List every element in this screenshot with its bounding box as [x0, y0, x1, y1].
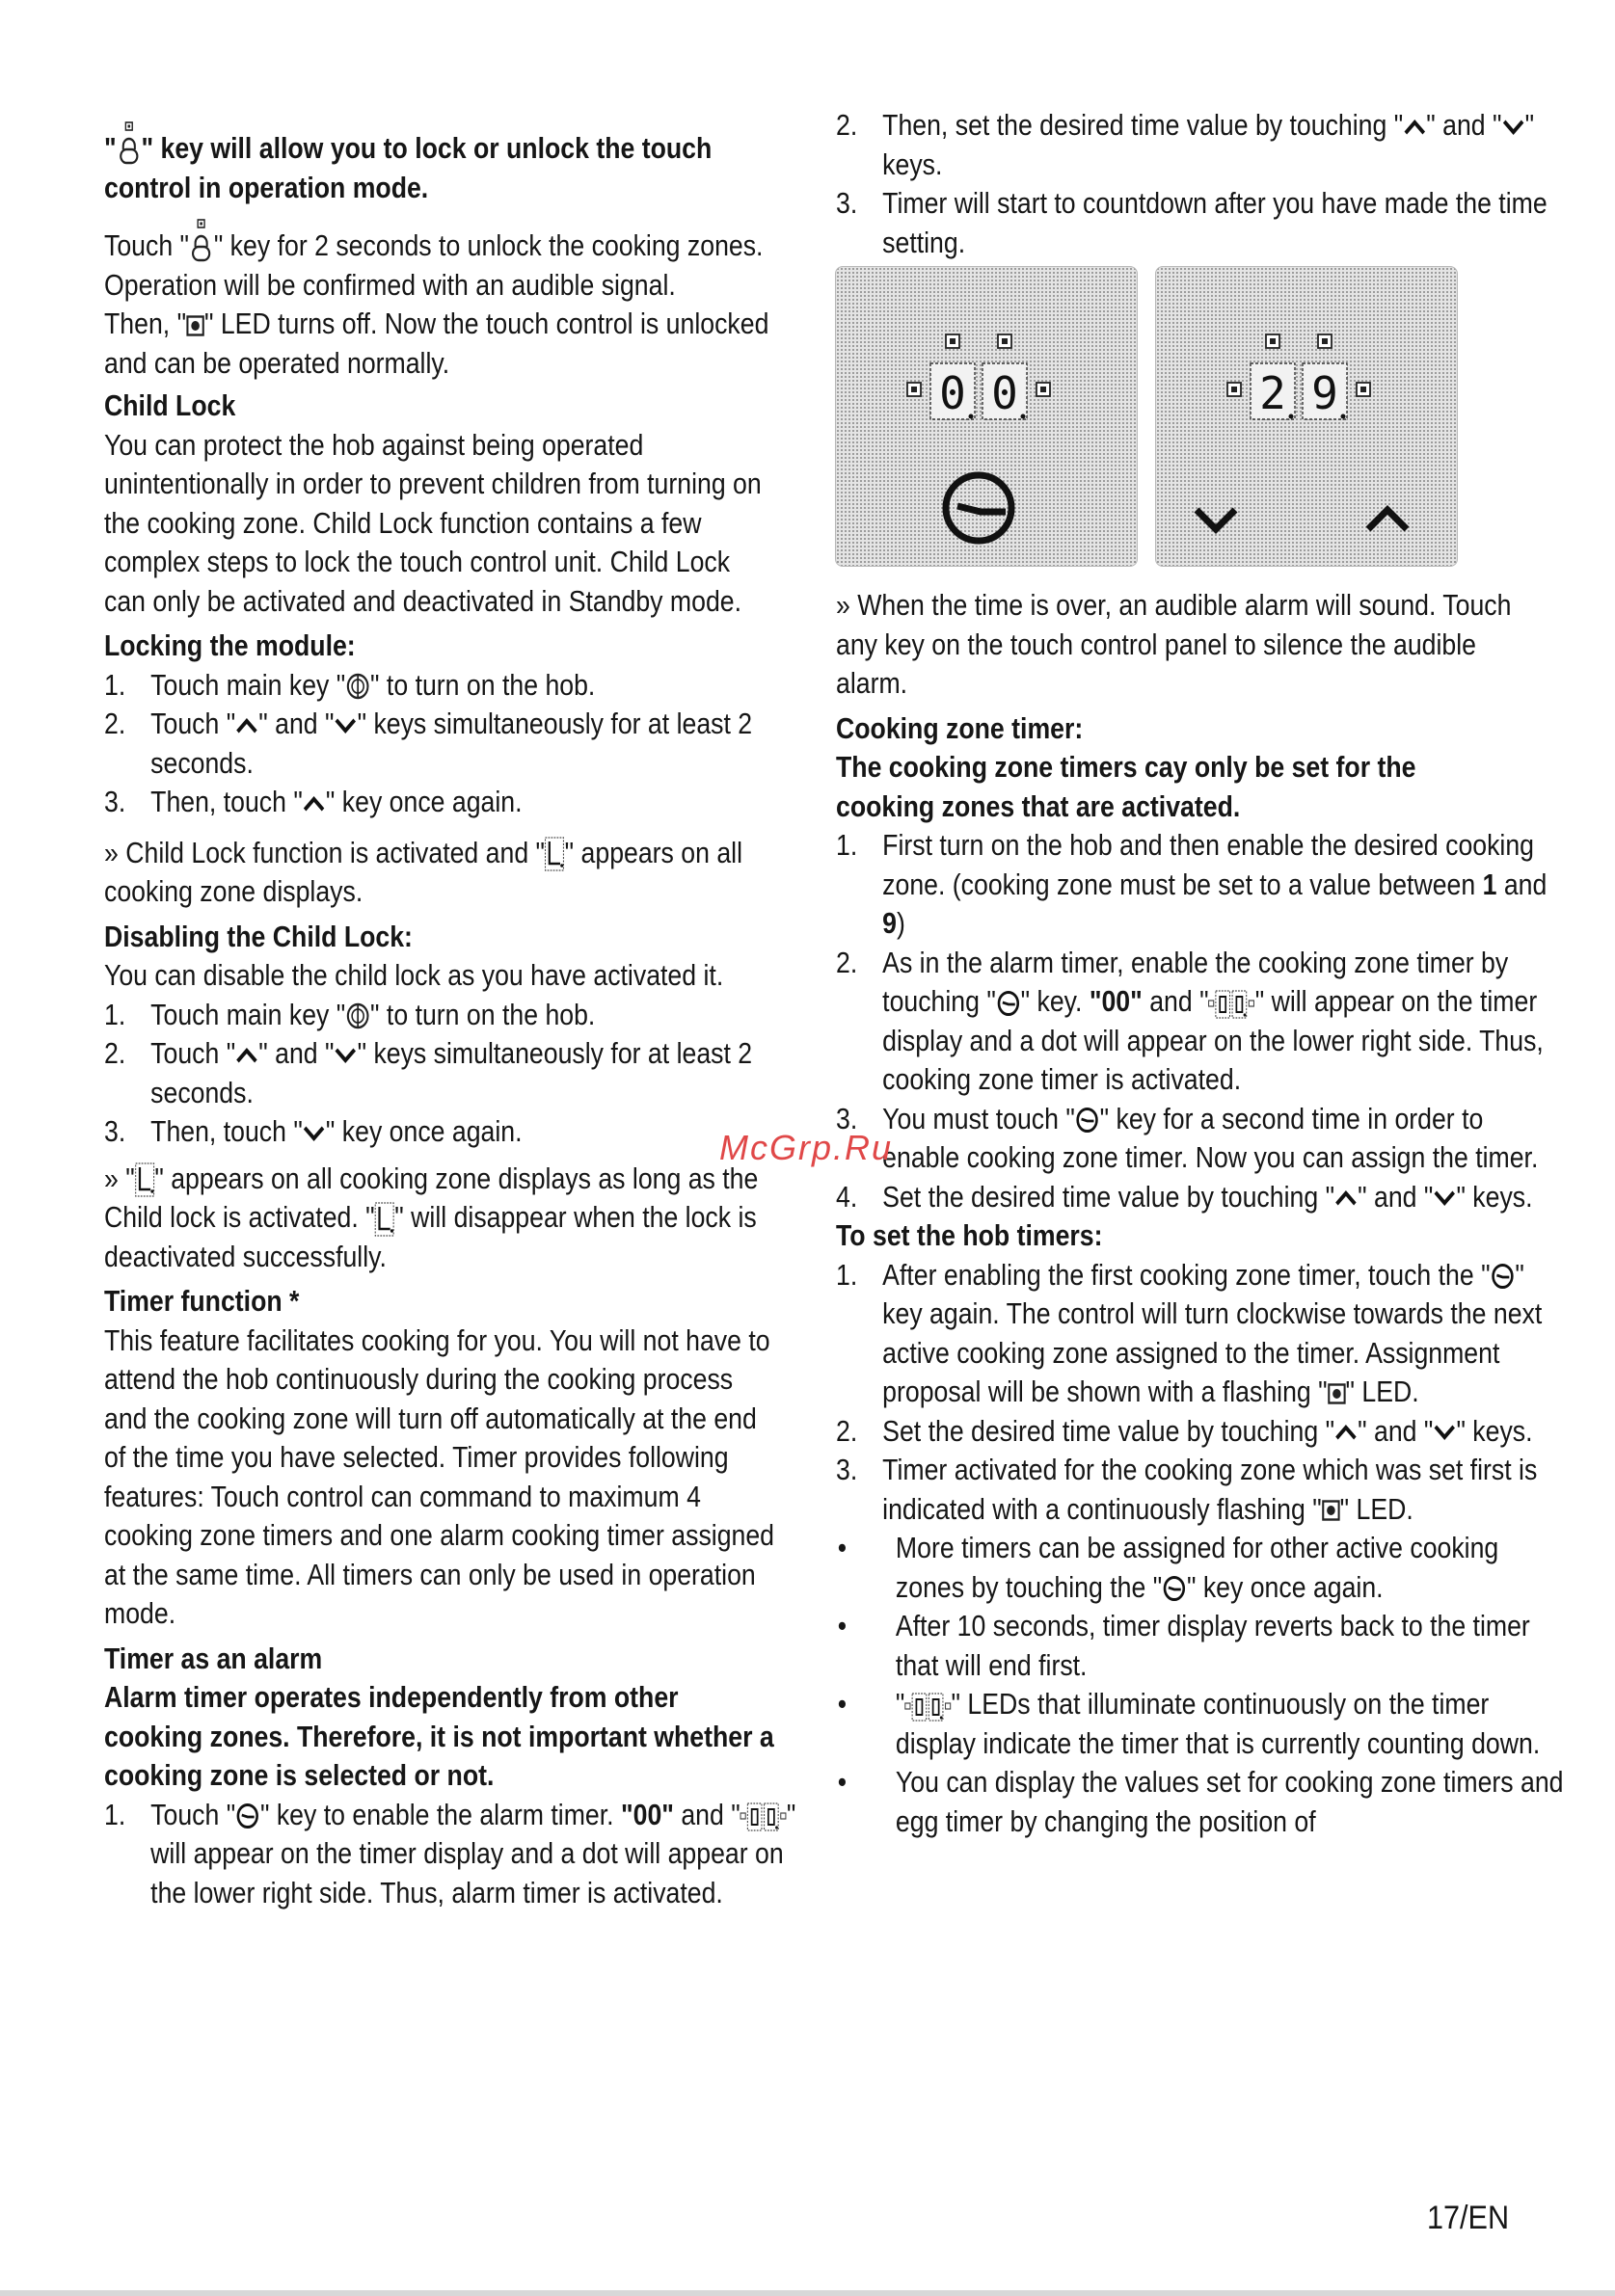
list-item: 3. Timer activated for the cooking zone which was set first is indicated with a continuously flashing " " LED. — [836, 1453, 1538, 1526]
list-item: 1. First turn on the hob and then enable the desired cooking zone. (cooking zone must be set to a value between 1 and 9) — [836, 828, 1548, 940]
list-item: 1. Touch " " key to enable the alarm timer. "00" and " " will appear on the timer display and a dot will appear on the lower right side. Thus, alarm timer is activated. — [104, 1797, 796, 1909]
key-lock-icon — [117, 136, 142, 165]
list-item: 1. Touch main key " " to turn on the hob. — [104, 997, 596, 1031]
zone-timer-subheading: The cooking zone timers cay only be set for the cooking zones that are activated. — [836, 750, 1416, 823]
child-lock-display-icon — [545, 837, 565, 871]
chevron-up-icon — [1334, 1423, 1358, 1442]
timer-key-icon — [235, 1802, 260, 1830]
child-lock-heading: Child Lock — [104, 388, 236, 422]
timer-digit: 0 — [939, 367, 966, 419]
bullet-list — [836, 1529, 1564, 1841]
chevron-up-icon — [1368, 510, 1407, 529]
key-lock-icon — [189, 233, 214, 262]
chevron-down-icon — [303, 1124, 326, 1143]
led-indicator — [946, 334, 959, 348]
timer-display-icon — [1209, 987, 1255, 1020]
chevron-down-icon — [1433, 1423, 1456, 1442]
child-lock-display-icon — [375, 1202, 395, 1237]
disabling-steps — [104, 996, 779, 1152]
list-item: 2. Touch " " and " " keys simultaneously for at least 2 seconds. — [104, 707, 753, 780]
timer-panel-start-drawing — [836, 267, 1137, 566]
alarm-heading: Timer as an alarm — [104, 1641, 323, 1675]
list-item: 2. Set the desired time value by touching " " and " " keys. — [836, 1413, 1533, 1448]
list-item: 1. After enabling the first cooking zone timer, touch the " " key again. The control will turn clockwise towards the next active cooking zone assigned to the timer. Assignment proposal will be shown with a flashing " " LED. — [836, 1257, 1543, 1408]
bottom-rule — [0, 2290, 1615, 2296]
hob-timers-heading: To set the hob timers: — [836, 1218, 1103, 1252]
alarm-subheading: Alarm timer operates independently from other cooking zones. Therefore, it is not important whether a cooking zone is selected or not. — [104, 1680, 774, 1792]
led-square-icon — [1322, 1500, 1340, 1521]
chevron-up-icon — [303, 794, 326, 814]
zone-timer-heading: Cooking zone timer: — [836, 710, 1084, 745]
chevron-down-icon — [334, 1046, 357, 1065]
list-item: • More timers can be assigned for other active cooking zones by touching the " " key once again. — [837, 1531, 1499, 1604]
child-lock-text: You can protect the hob against being operated unintentionally in order to prevent children from turning on the cooking zone. Child Lock function contains a few complex steps to lock the touch control unit. Child Lock can only be activated and deactivated in Standby mode. — [104, 427, 762, 618]
list-item: • " " LEDs that illuminate continuously on the timer display indicate the timer that is currently counting down. — [837, 1687, 1541, 1760]
locking-heading: Locking the module: — [104, 628, 356, 662]
left-column — [104, 106, 796, 1912]
timer-display-icon — [740, 1800, 787, 1832]
timer-key-icon — [1075, 1106, 1100, 1135]
led-indicator — [1318, 334, 1332, 348]
chevron-down-icon — [1501, 118, 1524, 137]
hob-steps — [836, 1256, 1543, 1530]
power-key-icon — [345, 1001, 370, 1030]
list-item: 3. Then, touch " " key once again. — [104, 785, 523, 818]
locking-result: » Child Lock function is activated and " " appears on all cooking zone displays. — [104, 835, 743, 908]
chevron-down-icon — [1197, 510, 1235, 529]
chevron-down-icon — [1433, 1188, 1456, 1208]
list-item: 3. Then, touch " " key once again. — [104, 1114, 523, 1148]
list-item: 2. As in the alarm timer, enable the cooking zone timer by touching " " key. "00" and " " will appear on the timer display and a dot will appear on the lower right side. Thus, cooking zone timer is activated. — [836, 945, 1544, 1096]
alarm-result: » When the time is over, an audible alarm will sound. Touch any key on the touch control panel to silence the audible alarm. — [836, 588, 1512, 700]
led-square-icon — [1328, 1383, 1346, 1404]
led-indicator — [1266, 334, 1279, 348]
timer-digit: 0 — [991, 367, 1018, 419]
timer-key-icon — [996, 989, 1021, 1018]
timer-panel-start — [835, 266, 1138, 567]
list-item: • You can display the values set for cooking zone timers and egg timer by changing the position of — [837, 1765, 1564, 1838]
list-item: 2. Touch " " and " " keys simultaneously for at least 2 seconds. — [104, 1036, 753, 1109]
disabling-intro: You can disable the child lock as you have activated it. — [104, 958, 724, 992]
list-item: 3. You must touch " " key for a second time in order to enable cooking zone timer. Now you can assign the timer. — [836, 1101, 1539, 1174]
chevron-down-icon — [334, 716, 357, 735]
chevron-up-icon — [1403, 118, 1426, 137]
list-item: 4. Set the desired time value by touching " " and " " keys. — [836, 1179, 1533, 1214]
led-indicator — [998, 334, 1011, 348]
disabling-heading: Disabling the Child Lock: — [104, 919, 413, 953]
led-indicator — [1036, 383, 1050, 396]
timer-key-icon — [946, 475, 1011, 541]
chevron-up-icon — [235, 1046, 258, 1065]
timer-heading: Timer function * — [104, 1284, 300, 1318]
timer-digit: 2 — [1259, 367, 1286, 419]
timer-display-icon — [904, 1690, 951, 1722]
timer-key-icon — [1162, 1574, 1187, 1603]
watermark: McGrp.Ru — [719, 1128, 894, 1167]
led-square-icon — [186, 315, 204, 336]
child-lock-display-icon — [135, 1162, 155, 1197]
locking-steps — [104, 666, 779, 822]
chevron-up-icon — [1334, 1188, 1358, 1208]
led-indicator — [907, 383, 921, 396]
alarm-steps-continued — [836, 106, 1548, 262]
timer-digit: 9 — [1311, 367, 1338, 419]
timer-key-icon — [1491, 1262, 1516, 1291]
list-item: 1. Touch main key " " to turn on the hob. — [104, 667, 596, 702]
led-indicator — [1357, 383, 1370, 396]
zone-steps — [836, 826, 1548, 1216]
chevron-up-icon — [235, 716, 258, 735]
page-number: 17/EN — [1427, 2200, 1510, 2236]
list-item: 2. Then, set the desired time value by touching " " and " " keys. — [836, 108, 1535, 181]
lock-key-heading: " " key will allow you to lock or unlock the touch control in operation mode. — [104, 129, 777, 207]
timer-panel-set — [1155, 266, 1458, 567]
list-item: 3. Timer will start to countdown after you have made the time setting. — [836, 186, 1548, 259]
power-key-icon — [345, 672, 370, 701]
timer-panel-set-drawing — [1156, 267, 1457, 566]
led-indicator — [1227, 383, 1241, 396]
list-item: • After 10 seconds, timer display reverts back to the timer that will end first. — [837, 1609, 1530, 1682]
unlock-text: Touch " " key for 2 seconds to unlock the cooking zones. Operation will be confirmed with an audible signal. — [104, 227, 777, 305]
led-off-text: Then, " " LED turns off. Now the touch control is unlocked and can be operated normally. — [104, 307, 769, 380]
disabling-result: » " " appears on all cooking zone displays as long as the Child lock is activated. " " will disappear when the lock is deactivated successfully. — [104, 1161, 759, 1273]
timer-text: This feature facilitates cooking for you. You will not have to attend the hob continuously during the cooking process and the cooking zone will turn off automatically at the end of the time you have selected. Timer provides following features: Touch control can command to maximum 4 cooking zone timers and one alarm cooking timer assigned at the same time. All timers can only be used in operation mode. — [104, 1322, 775, 1630]
